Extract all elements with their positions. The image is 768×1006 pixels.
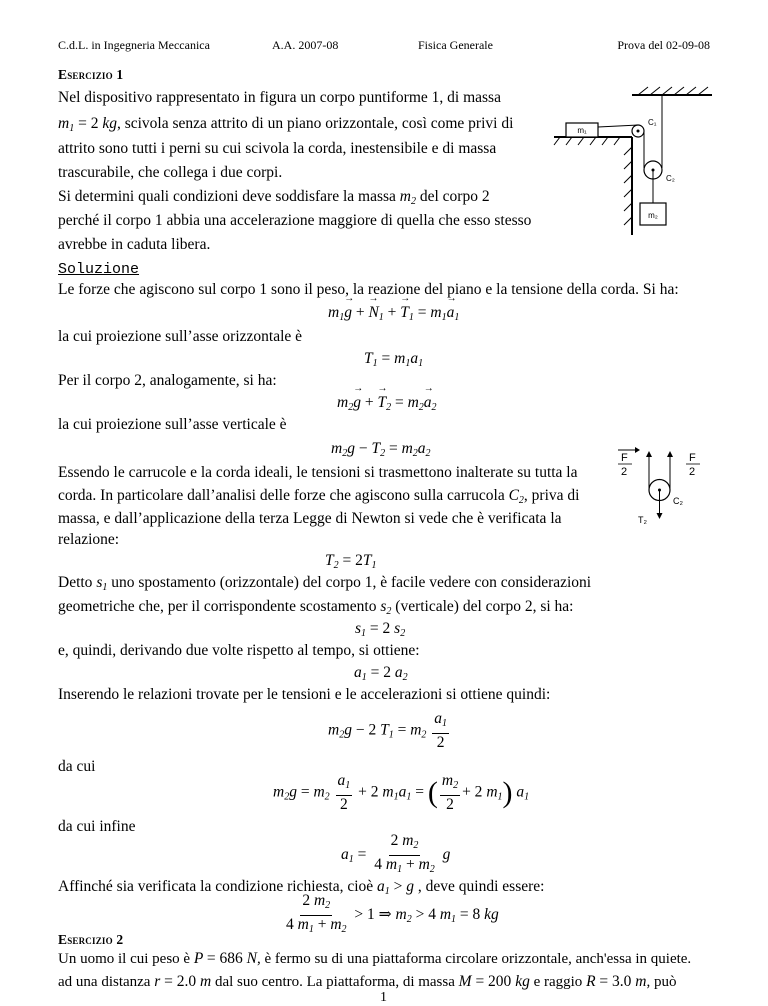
equation-newton-body1: $m_1g$ → + $N \to_1 + T \to_1 = m_1a \to_1$ — [328, 304, 459, 323]
solution-line: relazione: — [58, 531, 120, 548]
pulley-2-label: C₂ — [666, 174, 675, 183]
force-right-half: 2 — [689, 466, 696, 478]
force-left-half: 2 — [621, 466, 628, 478]
mass-2-label: m₂ — [648, 211, 658, 220]
ex2-text-line: Un uomo il cui peso è P = 686 N, è fermo su di una piattaforma circolare orizzontale, anch'essa in quiete. — [58, 950, 692, 967]
mass-m1-value: $m_1 = 2$ kg — [58, 115, 117, 134]
force-right-label: F — [689, 452, 696, 464]
equation-t1: $T_1 = m_1a_1$ — [364, 350, 424, 369]
solution-title: Soluzione — [58, 261, 140, 278]
solution-line: la cui proiezione sull’asse orizzontale è — [58, 328, 303, 345]
equation-displacement: $s_1 = 2$ $s_2$ — [355, 620, 406, 639]
equation-substitution: $m_2g - 2$ $T_1 = m_2$ $\frac{a_1}{2}$ — [328, 710, 448, 751]
ex1-text-line: perché il corpo 1 abbia una accelerazione maggiore di quella che esso stesso — [58, 212, 532, 229]
solution-line: da cui infine — [58, 818, 136, 835]
solution-line: Per il corpo 2, analogamente, si ha: — [58, 372, 277, 389]
solution-line: la cui proiezione sull’asse verticale è — [58, 416, 287, 433]
equation-tension-relation: $T_2 = 2T_1$ — [325, 552, 377, 571]
equation-acceleration: $a_1 = 2$ $a_2$ — [354, 664, 408, 683]
tension-label: T₂ — [638, 515, 647, 525]
solution-line: Le forze che agiscono sul corpo 1 sono il peso, la reazione del piano e la tensione della corda. Si ha: — [58, 281, 679, 298]
header-date: Prova del 02-09-08 — [617, 38, 710, 52]
exercise-2-title: Esercizio 2 — [58, 932, 124, 947]
page-number: 1 — [380, 990, 387, 1005]
force-left-label: F — [621, 452, 628, 464]
header-year: A.A. 2007-08 — [272, 38, 339, 52]
solution-line: da cui — [58, 758, 96, 775]
solution-line: geometriche che, per il corrispondente scostamento $s_2$ (verticale) del corpo 2, si ha: — [58, 598, 574, 617]
equation-vertical: $m_2g - T_2 = m_2a_2$ — [331, 440, 431, 459]
ex2-text-line: ad una distanza r = 2.0 m dal suo centro. La piattaforma, di massa M = 200 kg e raggio R = 3.0 m, può — [58, 973, 677, 990]
header-subject: Fisica Generale — [418, 38, 493, 52]
pulley-forces-figure — [610, 445, 720, 525]
ex1-text-line: trascurabile, che collega i due corpi. — [58, 164, 283, 181]
equation-condition: $\frac{2 m_2}{4 m_1 + m_2}$ > 1 ⇒ $m_2 > 4$ $m_1 = 8$ kg — [286, 892, 499, 935]
ex1-text-line: $m_1 = 2$ kg, scivola senza attrito di un piano orizzontale, così come privi di — [58, 115, 514, 134]
pulley-2-force-label: C₂ — [673, 496, 683, 506]
ex1-text-line: Si determini quali condizioni deve soddisfare la massa $m_2$ del corpo 2 — [58, 188, 490, 207]
ex1-text-line: avrebbe in caduta libera. — [58, 236, 211, 253]
solution-line: massa, e dall’applicazione della terza Legge di Newton si vede che è verificata la — [58, 510, 562, 527]
equation-combined: $m_2g = m_2$ $\frac{a_1}{2}$ + 2 $m_1a_1$ = ( $\frac{m_2}{2}$ + 2 $m_1$) $a_1$ — [273, 772, 530, 813]
solution-line: corda. In particolare dall’analisi delle forze che agiscono sulla carrucola $C_2$, priva di — [58, 487, 580, 506]
exercise-1-title: Esercizio 1 — [58, 67, 124, 82]
ex1-text-line: attrito sono tutti i perni su cui scivola la corda, inestensibile e di massa — [58, 140, 497, 157]
equation-result: $a_1$ = $\frac{2 m_2}{4 m_1 + m_2}$ g — [341, 832, 451, 875]
mass-1-label: m₁ — [577, 126, 587, 135]
header-course: C.d.L. in Ingegneria Meccanica — [58, 38, 210, 52]
equation-newton-body2: $m_2g$ → + $T \to_2 = m_2a \to_2$ — [337, 394, 437, 413]
pulley-system-figure — [550, 85, 720, 245]
solution-line: e, quindi, derivando due volte rispetto al tempo, si ottiene: — [58, 642, 420, 659]
solution-line: Detto $s_1$ uno spostamento (orizzontale) del corpo 1, è facile vedere con considerazioni — [58, 574, 592, 593]
pulley-1-label: C₁ — [648, 118, 657, 127]
solution-line: Essendo le carrucole e la corda ideali, le tensioni si trasmettono inalterate su tutta la — [58, 464, 578, 481]
ex1-text-line: Nel dispositivo rappresentato in figura un corpo puntiforme 1, di massa — [58, 89, 501, 106]
solution-line: Affinché sia verificata la condizione richiesta, cioè $a_1 > g$ , deve quindi essere: — [58, 878, 545, 897]
solution-line: Inserendo le relazioni trovate per le tensioni e le accelerazioni si ottiene quindi: — [58, 686, 551, 703]
